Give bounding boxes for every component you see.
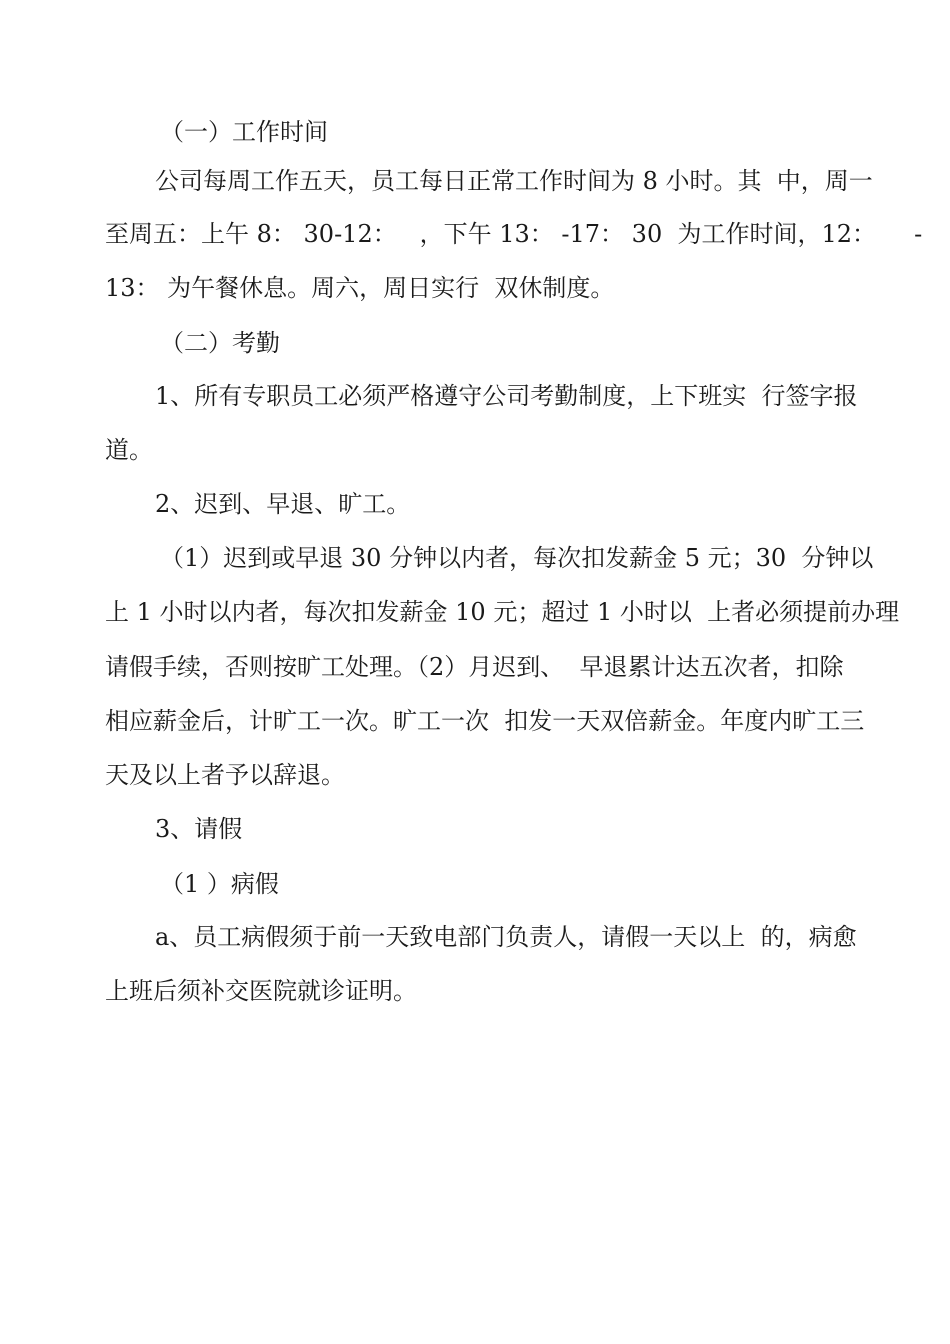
paragraph-line: （1）迟到或早退 30 分钟以内者，每次扣发薪金 5 元；30 分钟以 <box>160 544 874 572</box>
paragraph-line: 公司每周工作五天，员工每日正常工作时间为 8 小时。其 中，周一 <box>155 167 873 195</box>
paragraph-line: 上班后须补交医院就诊证明。 <box>105 977 417 1005</box>
paragraph-line: 天及以上者予以辞退。 <box>105 761 345 789</box>
sub-item-heading: （1 ）病假 <box>160 870 279 898</box>
paragraph-line: 道。 <box>105 436 153 464</box>
paragraph-line: 上 1 小时以内者，每次扣发薪金 10 元；超过 1 小时以 上者必须提前办理 <box>105 598 900 626</box>
list-item-heading: 3、请假 <box>155 815 243 843</box>
paragraph-line: 13： 为午餐休息。周六，周日实行 双休制度。 <box>105 274 615 302</box>
list-item-heading: 2、迟到、早退、旷工。 <box>155 490 411 518</box>
section-heading-attendance: （二）考勤 <box>160 329 280 357</box>
paragraph-line: 至周五：上午 8： 30-12： ，下午 13： -17： 30 为工作时间，12： - <box>105 220 923 248</box>
paragraph-line: a、员工病假须于前一天致电部门负责人，请假一天以上 的，病愈 <box>155 923 857 951</box>
section-heading-work-time: （一）工作时间 <box>160 118 328 146</box>
paragraph-line: 请假手续，否则按旷工处理。（2）月迟到、 早退累计达五次者，扣除 <box>105 653 844 681</box>
paragraph-line: 相应薪金后，计旷工一次。旷工一次 扣发一天双倍薪金。年度内旷工三 <box>105 707 865 735</box>
paragraph-line: 1、所有专职员工必须严格遵守公司考勤制度，上下班实 行签字报 <box>155 382 858 410</box>
